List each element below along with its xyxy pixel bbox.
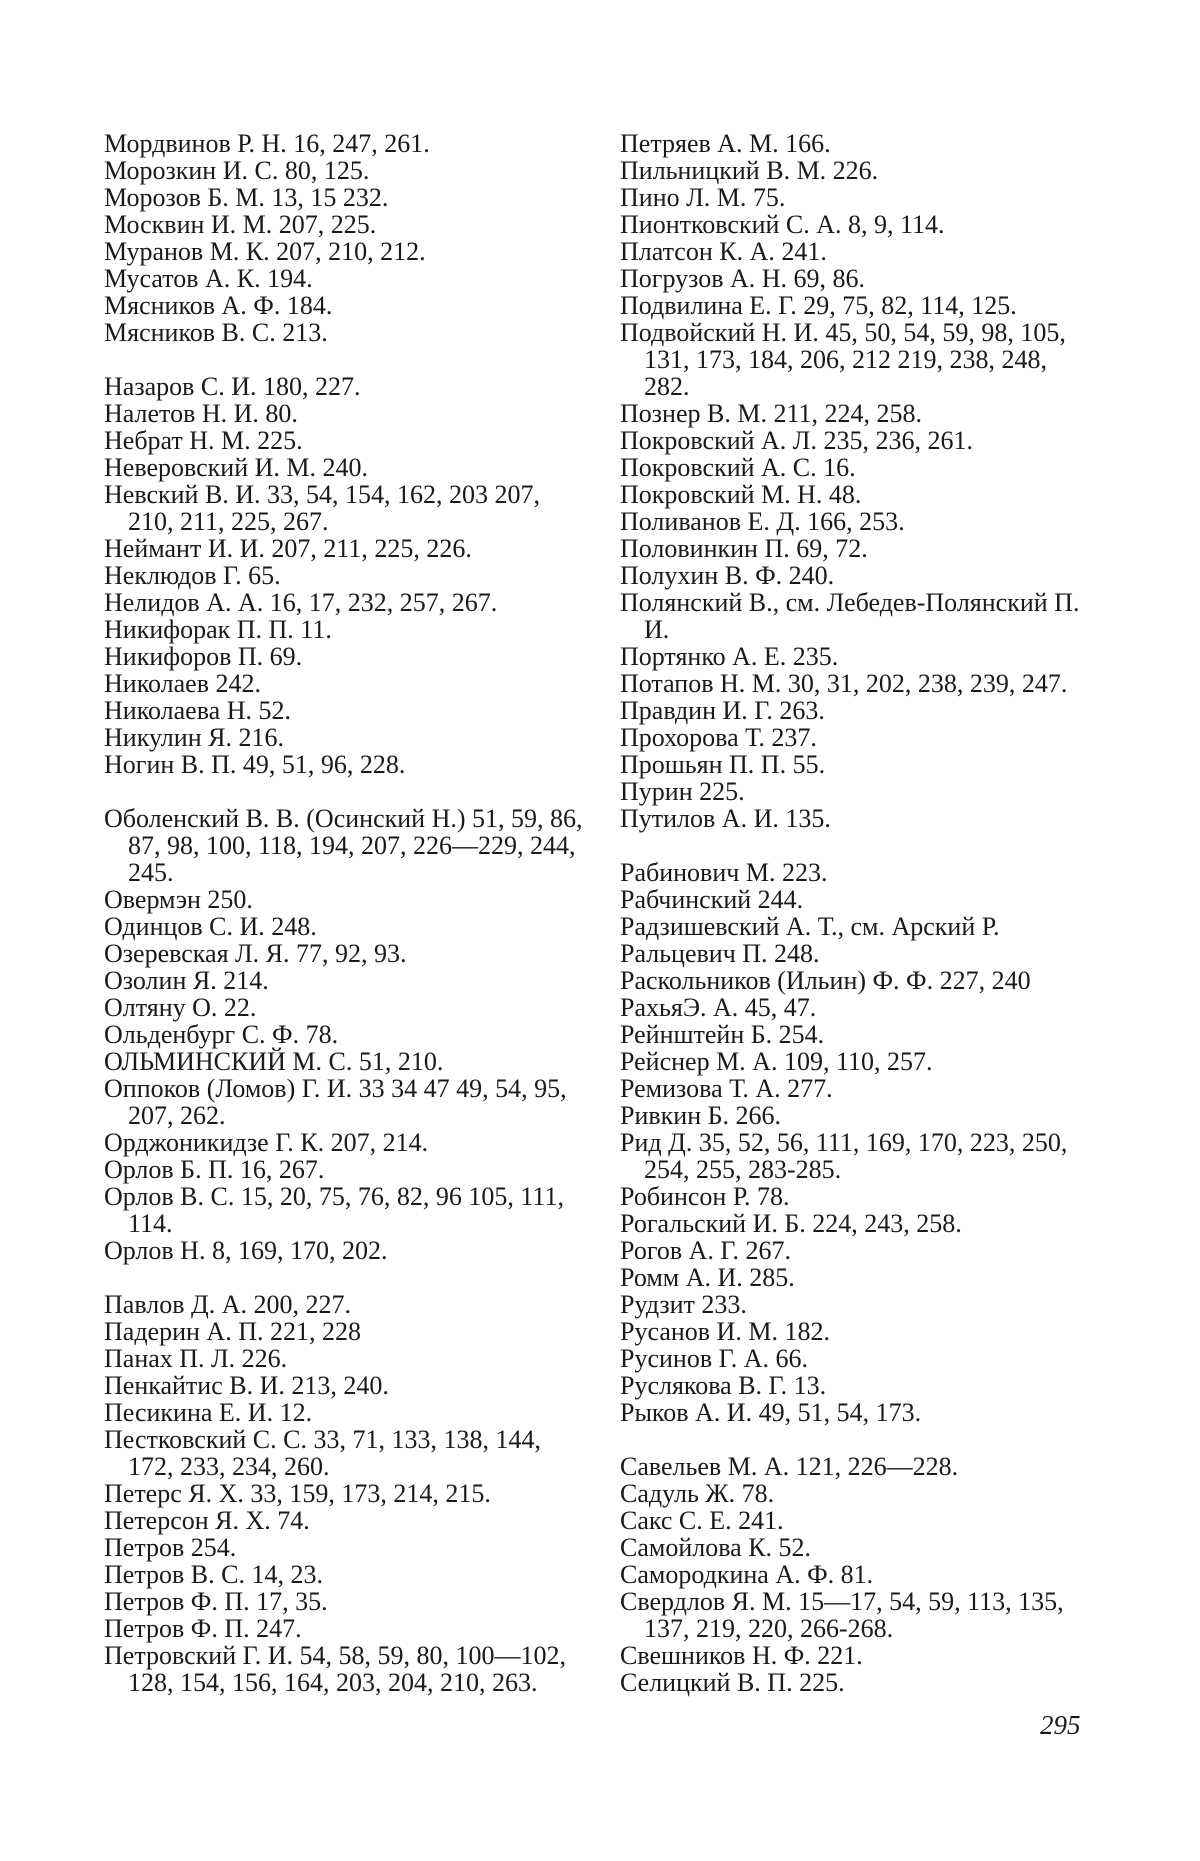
index-entry: Русинов Г. А. 66. — [620, 1344, 808, 1373]
index-entry: Платсон К. А. 241. — [620, 237, 827, 266]
index-entry: Оболенский В. В. (Осинский Н.) 51, 59, 86, 87, 98, 100, 118, 194, 207, 226—229, 244, 245. — [104, 804, 583, 887]
index-entry: Пино Л. М. 75. — [620, 183, 786, 212]
index-entry: Ромм А. И. 285. — [620, 1263, 795, 1292]
index-entry: Петровский Г. И. 54, 58, 59, 80, 100—102, 128, 154, 156, 164, 203, 204, 210, 263. — [104, 1641, 566, 1697]
index-entry: Петров В. С. 14, 23. — [104, 1560, 323, 1589]
index-entry: Орлов Н. 8, 169, 170, 202. — [104, 1236, 388, 1265]
index-entry: Олтяну О. 22. — [104, 993, 257, 1022]
index-entry: Познер В. М. 211, 224, 258. — [620, 399, 922, 428]
index-entry: Одинцов С. И. 248. — [104, 912, 317, 941]
index-entry: Полянский В., см. Лебедев-Полянский П. И. — [620, 588, 1080, 644]
index-entry: Петерсон Я. Х. 74. — [104, 1506, 310, 1535]
index-entry: Ногин В. П. 49, 51, 96, 228. — [104, 750, 406, 779]
index-entry: Подвойский Н. И. 45, 50, 54, 59, 98, 105, 131, 173, 184, 206, 212 219, 238, 248, 282. — [620, 318, 1066, 401]
index-entry: Самойлова К. 52. — [620, 1533, 812, 1562]
index-entry: Рогальский И. Б. 224, 243, 258. — [620, 1209, 962, 1238]
index-entry: Морозкин И. С. 80, 125. — [104, 156, 370, 185]
index-entry: Рид Д. 35, 52, 56, 111, 169, 170, 223, 250, 254, 255, 283-285. — [620, 1128, 1068, 1184]
index-column-left — [104, 130, 584, 1696]
index-entry: Никифорак П. П. 11. — [104, 615, 332, 644]
index-entry: Николаев 242. — [104, 669, 261, 698]
index-entry: РахьяЭ. А. 45, 47. — [620, 993, 817, 1022]
index-entry: Пестковский С. С. 33, 71, 133, 138, 144, 172, 233, 234, 260. — [104, 1425, 541, 1481]
index-entry: Неклюдов Г. 65. — [104, 561, 281, 590]
index-entry: Свердлов Я. М. 15—17, 54, 59, 113, 135, 137, 219, 220, 266-268. — [620, 1587, 1064, 1643]
index-entry: Никулин Я. 216. — [104, 723, 284, 752]
index-entry: Правдин И. Г. 263. — [620, 696, 825, 725]
index-entry: Рогов А. Г. 267. — [620, 1236, 791, 1265]
index-entry: Поливанов Е. Д. 166, 253. — [620, 507, 905, 536]
index-entry: Ремизова Т. А. 277. — [620, 1074, 833, 1103]
index-entry: Орджоникидзе Г. К. 207, 214. — [104, 1128, 429, 1157]
index-entry: Петров Ф. П. 17, 35. — [104, 1587, 328, 1616]
index-entry: Савельев М. А. 121, 226—228. — [620, 1452, 959, 1481]
page-number: 295 — [1040, 1710, 1081, 1740]
index-entry: Петров 254. — [104, 1533, 237, 1562]
index-entry: Москвин И. М. 207, 225. — [104, 210, 377, 239]
index-entry: Пионтковский С. А. 8, 9, 114. — [620, 210, 945, 239]
section-gap — [104, 1264, 584, 1291]
index-entry: Подвилина Е. Г. 29, 75, 82, 114, 125. — [620, 291, 1017, 320]
index-entry: Озеревская Л. Я. 77, 92, 93. — [104, 939, 407, 968]
index-entry: Садуль Ж. 78. — [620, 1479, 775, 1508]
index-entry: Овермэн 250. — [104, 885, 253, 914]
index-entry: Погрузов А. Н. 69, 86. — [620, 264, 866, 293]
index-entry: Небрат Н. М. 225. — [104, 426, 303, 455]
index-entry: Прошьян П. П. 55. — [620, 750, 826, 779]
index-entry: Покровский М. Н. 48. — [620, 480, 862, 509]
index-entry: Орлов В. С. 15, 20, 75, 76, 82, 96 105, 111, 114. — [104, 1182, 564, 1238]
index-entry: Сакс С. Е. 241. — [620, 1506, 784, 1535]
index-entry: Покровский А. Л. 235, 236, 261. — [620, 426, 973, 455]
index-entry: ОЛЬМИНСКИЙ М. С. 51, 210. — [104, 1047, 444, 1076]
index-entry: Рудзит 233. — [620, 1290, 747, 1319]
index-entry: Потапов Н. М. 30, 31, 202, 238, 239, 247. — [620, 669, 1068, 698]
index-entry: Рабчинский 244. — [620, 885, 804, 914]
index-entry: Мясников В. С. 213. — [104, 318, 328, 347]
section-gap — [104, 346, 584, 373]
index-entry: Селицкий В. П. 225. — [620, 1668, 845, 1697]
index-entry: Мордвинов Р. Н. 16, 247, 261. — [104, 129, 430, 158]
index-entry: Свешников Н. Ф. 221. — [620, 1641, 863, 1670]
index-entry: Пенкайтис В. И. 213, 240. — [104, 1371, 389, 1400]
index-entry: Рыков А. И. 49, 51, 54, 173. — [620, 1398, 922, 1427]
section-gap — [104, 778, 584, 805]
index-entry: Налетов Н. И. 80. — [104, 399, 298, 428]
index-entry: Раскольников (Ильин) Ф. Ф. 227, 240 — [620, 966, 1031, 995]
index-entry: Нелидов А. А. 16, 17, 232, 257, 267. — [104, 588, 498, 617]
index-entry: Радзишевский А. Т., см. Арский Р. — [620, 912, 1000, 941]
index-entry: Рабинович М. 223. — [620, 858, 828, 887]
index-entry: Озолин Я. 214. — [104, 966, 269, 995]
index-entry: Половинкин П. 69, 72. — [620, 534, 868, 563]
index-entry: Петров Ф. П. 247. — [104, 1614, 302, 1643]
index-entry: Пурин 225. — [620, 777, 745, 806]
index-entry: Портянко А. Е. 235. — [620, 642, 839, 671]
index-entry: Мясников А. Ф. 184. — [104, 291, 333, 320]
index-entry: Рейснер М. А. 109, 110, 257. — [620, 1047, 933, 1076]
index-entry: Павлов Д. А. 200, 227. — [104, 1290, 352, 1319]
index-entry: Рейнштейн Б. 254. — [620, 1020, 825, 1049]
index-entry: Ральцевич П. 248. — [620, 939, 820, 968]
index-entry: Петерс Я. Х. 33, 159, 173, 214, 215. — [104, 1479, 491, 1508]
index-entry: Покровский А. С. 16. — [620, 453, 856, 482]
section-gap — [620, 832, 1090, 859]
index-entry: Назаров С. И. 180, 227. — [104, 372, 361, 401]
index-column-right — [620, 130, 1090, 1696]
index-entry: Невский В. И. 33, 54, 154, 162, 203 207, 210, 211, 225, 267. — [104, 480, 541, 536]
index-entry: Морозов Б. М. 13, 15 232. — [104, 183, 389, 212]
index-entry: Руслякова В. Г. 13. — [620, 1371, 827, 1400]
index-entry: Николаева Н. 52. — [104, 696, 291, 725]
index-entry: Неймант И. И. 207, 211, 225, 226. — [104, 534, 472, 563]
index-entry: Мусатов А. К. 194. — [104, 264, 313, 293]
section-gap — [620, 1426, 1090, 1453]
index-entry: Петряев А. М. 166. — [620, 129, 831, 158]
index-entry: Русанов И. М. 182. — [620, 1317, 830, 1346]
index-entry: Падерин А. П. 221, 228 — [104, 1317, 361, 1346]
index-entry: Самородкина А. Ф. 81. — [620, 1560, 874, 1589]
index-entry: Пильницкий В. М. 226. — [620, 156, 879, 185]
index-entry: Ривкин Б. 266. — [620, 1101, 782, 1130]
index-entry: Робинсон Р. 78. — [620, 1182, 790, 1211]
index-entry: Орлов Б. П. 16, 267. — [104, 1155, 325, 1184]
index-entry: Оппоков (Ломов) Г. И. 33 34 47 49, 54, 95, 207, 262. — [104, 1074, 567, 1130]
index-entry: Никифоров П. 69. — [104, 642, 303, 671]
index-entry: Прохорова Т. 237. — [620, 723, 817, 752]
index-entry: Панах П. Л. 226. — [104, 1344, 288, 1373]
index-entry: Муранов М. К. 207, 210, 212. — [104, 237, 426, 266]
index-entry: Неверовский И. М. 240. — [104, 453, 368, 482]
index-entry: Путилов А. И. 135. — [620, 804, 831, 833]
index-entry: Песикина Е. И. 12. — [104, 1398, 313, 1427]
index-entry: Ольденбург С. Ф. 78. — [104, 1020, 339, 1049]
index-entry: Полухин В. Ф. 240. — [620, 561, 835, 590]
